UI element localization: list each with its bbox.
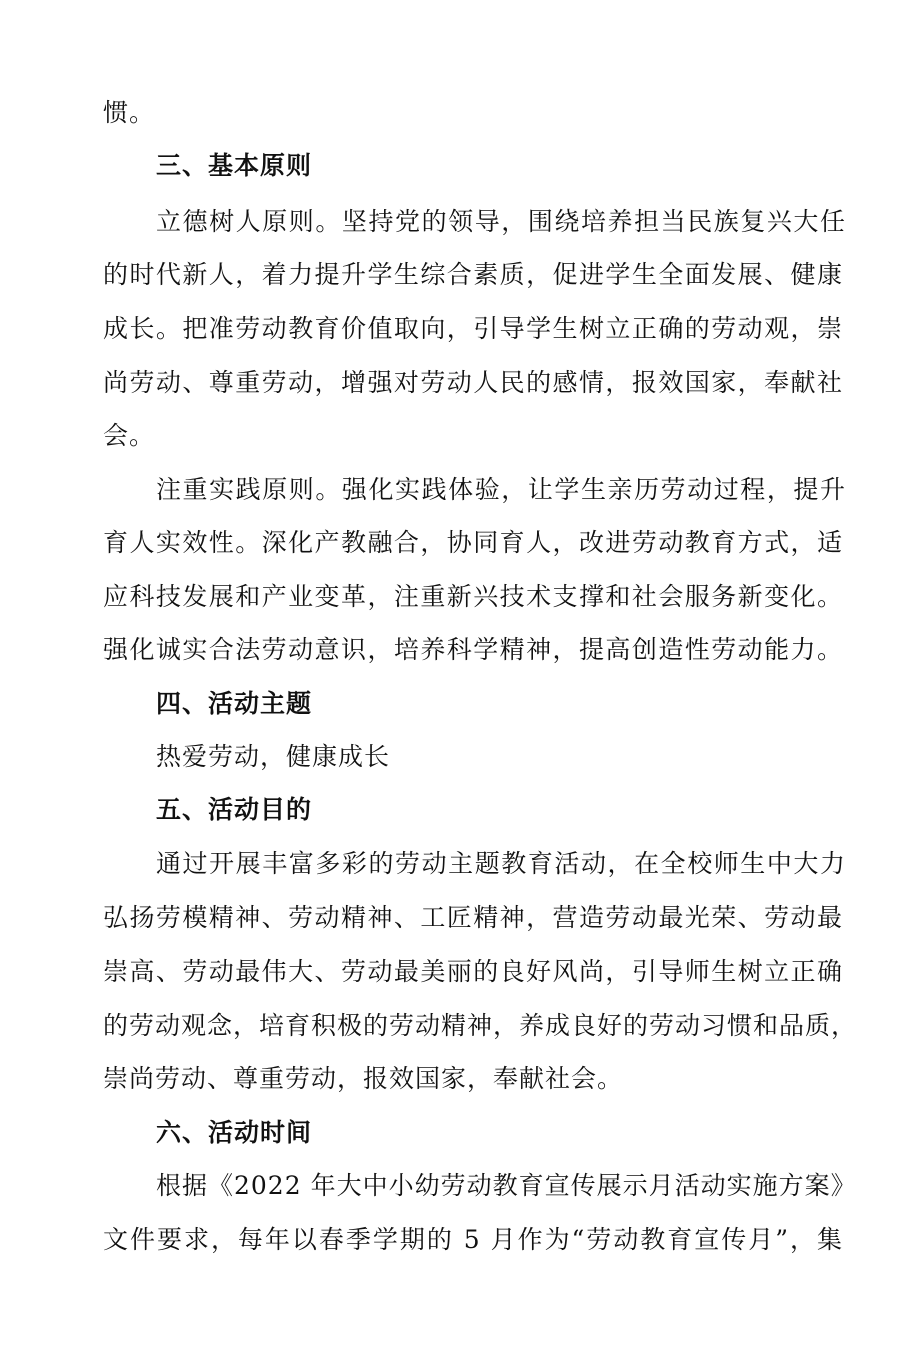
paragraph-line: 强化诚实合法劳动意识，培养科学精神，提高创造性劳动能力。 [103, 635, 843, 664]
section-heading-theme: 四、活动主题 [156, 689, 313, 718]
paragraph-line: 注重实践原则。强化实践体验，让学生亲历劳动过程，提升 [156, 475, 846, 504]
paragraph-line: 应科技发展和产业变革，注重新兴技术支撑和社会服务新变化。 [103, 582, 843, 611]
paragraph-line: 尚劳动、尊重劳动，增强对劳动人民的感情，报效国家，奉献社 [103, 368, 843, 397]
section-heading-purpose: 五、活动目的 [156, 795, 313, 824]
section-heading-time: 六、活动时间 [156, 1118, 313, 1147]
paragraph-line: 根据《2022 年大中小幼劳动教育宣传展示月活动实施方案》 [156, 1171, 857, 1200]
paragraph-line: 弘扬劳模精神、劳动精神、工匠精神，营造劳动最光荣、劳动最 [103, 903, 843, 932]
paragraph-line: 成长。把准劳动教育价值取向，引导学生树立正确的劳动观，崇 [103, 314, 843, 343]
paragraph-line: 通过开展丰富多彩的劳动主题教育活动，在全校师生中大力 [156, 849, 846, 878]
paragraph-line: 崇尚劳动、尊重劳动，报效国家，奉献社会。 [103, 1064, 624, 1093]
paragraph-line: 的时代新人，着力提升学生综合素质，促进学生全面发展、健康 [103, 260, 843, 289]
paragraph-line: 立德树人原则。坚持党的领导，围绕培养担当民族复兴大任 [156, 207, 846, 236]
paragraph-line: 惯。 [103, 98, 156, 127]
paragraph-line: 的劳动观念，培育积极的劳动精神，养成良好的劳动习惯和品质， [103, 1011, 858, 1040]
paragraph-line: 文件要求，每年以春季学期的 5 月作为“劳动教育宣传月”，集 [103, 1225, 843, 1254]
paragraph-line: 会。 [103, 421, 156, 450]
paragraph-line: 热爱劳动，健康成长 [156, 742, 391, 771]
section-heading-principles: 三、基本原则 [156, 151, 313, 180]
paragraph-line: 育人实效性。深化产教融合，协同育人，改进劳动教育方式，适 [103, 528, 843, 557]
paragraph-line: 崇高、劳动最伟大、劳动最美丽的良好风尚，引导师生树立正确 [103, 957, 843, 986]
